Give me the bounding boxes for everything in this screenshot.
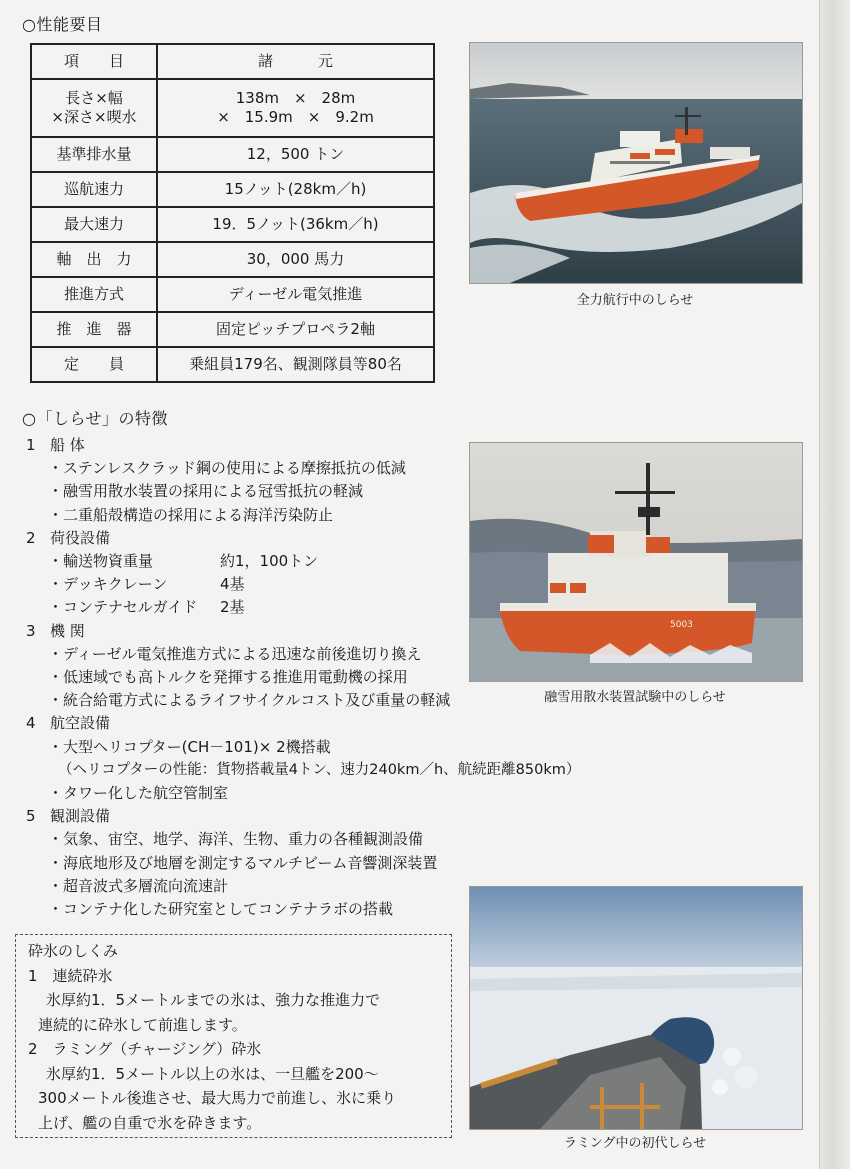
feature-item: ・ステンレスクラッド鋼の使用による摩擦抵抗の低減 — [48, 459, 406, 478]
feature-item: ・大型ヘリコプター(CH－101)× 2機搭載 — [48, 737, 331, 756]
feature-item: ・融雪用散水装置の採用による冠雪抵抗の軽減 — [48, 482, 364, 501]
icebreak-section-title: 1 連続砕氷 — [28, 966, 113, 985]
spec-value: 30，000 馬力 — [157, 242, 434, 277]
section-title — [26, 434, 486, 457]
section-title — [26, 527, 486, 550]
section-number: 1 — [26, 436, 36, 454]
spec-item: 最大速力 — [31, 207, 157, 242]
section-label: 船 体 — [50, 436, 85, 454]
spec-item: 定 員 — [31, 347, 157, 382]
section-number: 3 — [26, 621, 36, 640]
spec-row — [31, 242, 434, 277]
feature-item: ・気象、宙空、地学、海洋、生物、重力の各種観測設備 — [48, 830, 424, 849]
photo-ramming — [469, 886, 803, 1130]
feature-note: （ヘリコプターの性能：貨物搭載量4トン、速力240km／h、航続距離850km） — [58, 761, 581, 778]
spec-heading: ○性能要目 — [22, 15, 103, 34]
caption-photo1: 全力航行中のしらせ — [576, 293, 694, 308]
spec-value: 12，500 トン — [157, 137, 434, 172]
spec-table — [30, 43, 435, 383]
hull-number: 5003 — [670, 620, 693, 630]
kv-value: 2基 — [220, 598, 245, 617]
feature-item: ・統合給電方式によるライフサイクルコスト及び重量の軽減 — [48, 691, 451, 710]
kv-key: ・コンテナセルガイド — [48, 598, 198, 617]
feature-item: ・二重船殻構造の採用による海洋汚染防止 — [48, 505, 334, 524]
spec-header-value: 諸 元 — [157, 44, 434, 79]
icebreak-text: 連続的に砕氷して前進します。 — [38, 1015, 247, 1034]
caption-photo3: ラミング中の初代しらせ — [563, 1136, 707, 1151]
section-label: 荷役設備 — [50, 528, 111, 547]
icebreak-text: 上げ、艦の自重で氷を砕きます。 — [38, 1113, 262, 1132]
spec-value: 乗組員179名、観測隊員等80名 — [157, 347, 434, 382]
spec-item: 推進方式 — [31, 277, 157, 312]
section-number: 5 — [26, 807, 36, 826]
kv-value: 約1，100トン — [220, 552, 319, 571]
spec-value: 19．5ノット(36km／h) — [157, 207, 434, 242]
spec-row — [31, 207, 434, 242]
section-number: 2 — [26, 528, 36, 547]
section-label: 観測設備 — [50, 807, 111, 826]
icebreak-title: 砕氷のしくみ — [28, 942, 119, 960]
spec-item: 推 進 器 — [31, 312, 157, 347]
section-title — [26, 620, 486, 643]
spec-row — [31, 347, 434, 382]
section-label: 機 関 — [50, 621, 85, 640]
photo-full-speed — [469, 42, 803, 284]
features-list — [26, 434, 581, 921]
spec-value: ディーゼル電気推進 — [157, 277, 434, 312]
icebreak-box — [15, 934, 452, 1138]
kv-value: 4基 — [220, 575, 245, 594]
feature-kv-item — [26, 550, 486, 573]
photo-spray-test — [469, 442, 803, 682]
spec-header-item: 項 目 — [31, 44, 157, 79]
section-number: 4 — [26, 714, 36, 733]
page-edge — [819, 0, 850, 1169]
spec-item: 軸 出 力 — [31, 242, 157, 277]
feature-item: ・タワー化した航空管制室 — [48, 784, 229, 803]
icebreak-text: 氷厚約1．5メートル以上の氷は、一旦艦を200～ — [46, 1064, 379, 1083]
spec-item: 基準排水量 — [31, 137, 157, 172]
section-title — [26, 712, 486, 735]
feature-item: ・超音波式多層流向流速計 — [48, 876, 229, 895]
spec-row — [31, 172, 434, 207]
feature-item: ・ディーゼル電気推進方式による迅速な前後進切り換え — [48, 644, 422, 663]
section-label: 航空設備 — [50, 714, 111, 733]
spec-row — [31, 312, 434, 347]
caption-photo2: 融雪用散水装置試験中のしらせ — [544, 690, 726, 705]
spec-value: 固定ピッチプロペラ2軸 — [157, 312, 434, 347]
spec-row — [31, 277, 434, 312]
feature-item: ・海底地形及び地層を測定するマルチビーム音響測深装置 — [48, 853, 438, 872]
spec-item: 長さ×幅 ×深さ×喫水 — [31, 79, 157, 137]
spec-row — [31, 137, 434, 172]
spec-row — [31, 79, 434, 137]
feature-item: ・低速域でも高トルクを発揮する推進用電動機の採用 — [48, 668, 408, 687]
icebreak-text: 氷厚約1．5メートルまでの氷は、強力な推進力で — [46, 991, 381, 1009]
feature-kv-item — [26, 573, 486, 596]
section-title — [26, 805, 486, 828]
feature-kv-item — [26, 596, 486, 619]
kv-key: ・輸送物資重量 — [48, 552, 154, 571]
icebreak-text: 300メートル後進させ、最大馬力で前進し、氷に乗り — [38, 1089, 397, 1107]
kv-key: ・デッキクレーン — [48, 575, 168, 594]
spec-value: 138m × 28m × 15.9m × 9.2m — [157, 79, 434, 137]
spec-value: 15ノット(28km／h) — [157, 172, 434, 207]
icebreak-section-title: 2 ラミング（チャージング）砕氷 — [28, 1040, 262, 1058]
feature-item: ・コンテナ化した研究室としてコンテナラボの搭載 — [48, 900, 394, 919]
spec-item: 巡航速力 — [31, 172, 157, 207]
spec-header-row — [31, 44, 434, 79]
features-heading: ○「しらせ」の特徴 — [22, 409, 168, 428]
